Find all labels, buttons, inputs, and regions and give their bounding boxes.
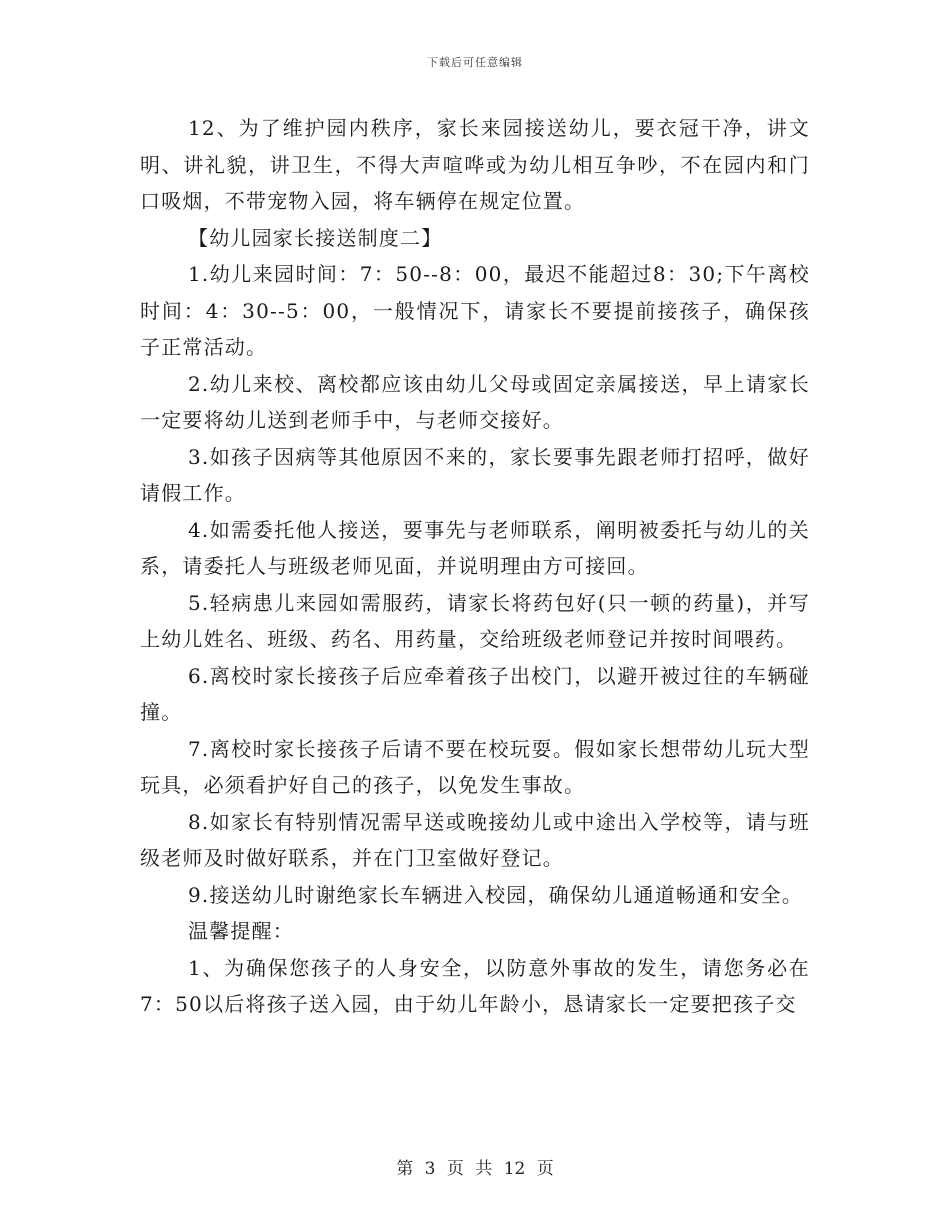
reminder-heading: 温馨提醒： bbox=[188, 919, 294, 943]
paragraph-rule-1: 1.幼儿来园时间：7：50--8：00，最迟不能超过8：30;下午离校时间：4：30--5：00，一般情况下，请家长不要提前接孩子，确保孩子正常活动。 bbox=[140, 262, 810, 359]
page-number: 第 3 页 共 12 页 bbox=[396, 1159, 554, 1179]
paragraph-rule-5: 5.轻病患儿来园如需服药，请家长将药包好(只一顿的药量)，并写上幼儿姓名、班级、药名、用药量，交给班级老师登记并按时间喂药。 bbox=[140, 590, 810, 651]
paragraph-rule-9: 9.接送幼儿时谢绝家长车辆进入校园，确保幼儿通道畅通和安全。 bbox=[188, 882, 804, 907]
paragraph-rule-7: 7.离校时家长接孩子后请不要在校玩耍。假如家长想带幼儿玩大型玩具，必须看护好自己的孩子，以免发生事故。 bbox=[140, 736, 810, 797]
document-body bbox=[140, 110, 810, 1023]
reminder-item-1: 1、为确保您孩子的人身安全，以防意外事故的发生，请您务必在7：50以后将孩子送入园，由于幼儿年龄小，恳请家长一定要把孩子交 bbox=[140, 955, 810, 1016]
paragraph-rule-3: 3.如孩子因病等其他原因不来的，家长要事先跟老师打招呼，做好请假工作。 bbox=[140, 444, 810, 505]
paragraph-rule-2: 2.幼儿来校、离校都应该由幼儿父母或固定亲属接送，早上请家长一定要将幼儿送到老师手中，与老师交接好。 bbox=[140, 371, 810, 432]
paragraph-rule-12: 12、为了维护园内秩序，家长来园接送幼儿，要衣冠干净，讲文明、讲礼貌，讲卫生，不得大声喧哗或为幼儿相互争吵，不在园内和门口吸烟，不带宠物入园，将车辆停在规定位置。 bbox=[140, 116, 810, 213]
section-heading: 【幼儿园家长接送制度二】 bbox=[188, 225, 443, 250]
paragraph-rule-8: 8.如家长有特别情况需早送或晚接幼儿或中途出入学校等，请与班级老师及时做好联系，并在门卫室做好登记。 bbox=[140, 809, 810, 870]
page-header-note: 下载后可任意编辑 bbox=[427, 56, 523, 69]
paragraph-rule-4: 4.如需委托他人接送，要事先与老师联系，阐明被委托与幼儿的关系，请委托人与班级老师见面，并说明理由方可接回。 bbox=[140, 517, 810, 578]
paragraph-rule-6: 6.离校时家长接孩子后应牵着孩子出校门，以避开被过往的车辆碰撞。 bbox=[140, 663, 810, 724]
